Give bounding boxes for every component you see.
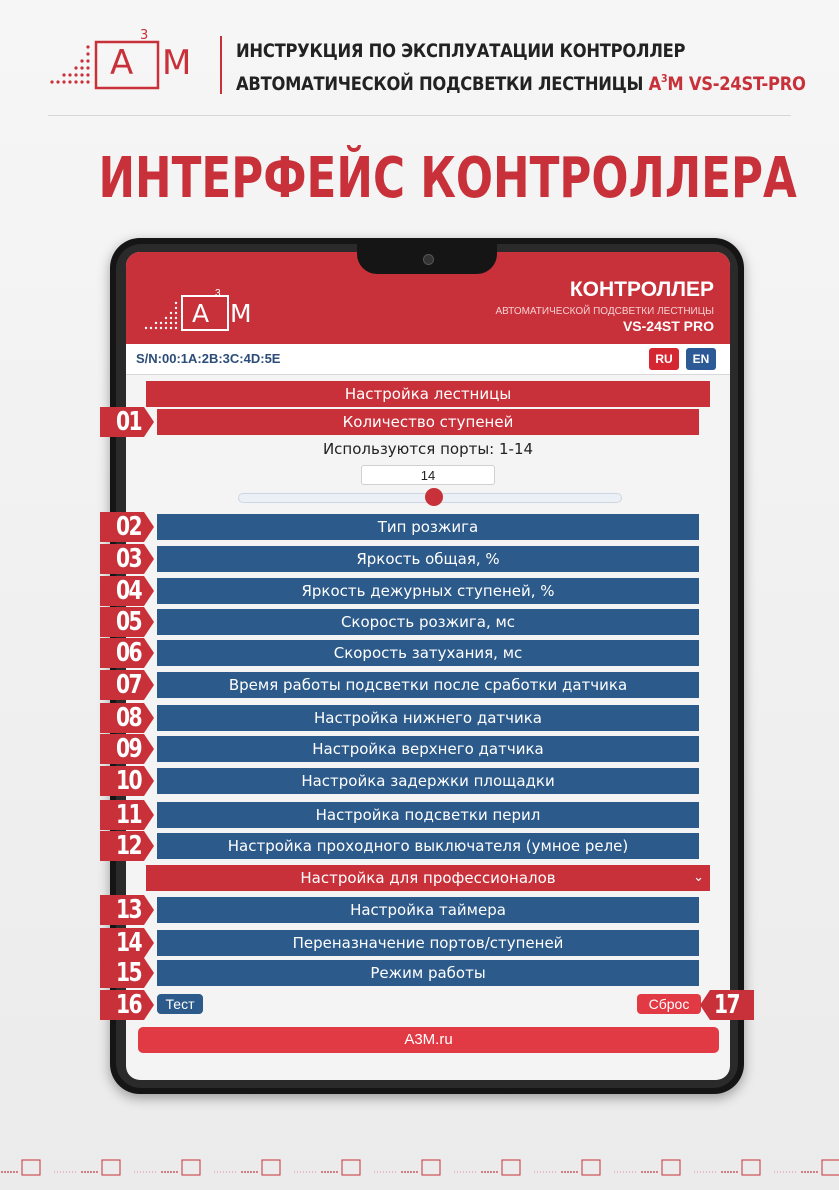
document-title: [236, 38, 806, 98]
screen-logo-sup: 3: [215, 288, 221, 299]
badge-05: [100, 607, 156, 637]
badge-06: [100, 638, 156, 668]
footer-logo-icon: [561, 1160, 636, 1175]
section-pro-header[interactable]: [146, 865, 710, 891]
menu-item-15[interactable]: Режим работы: [157, 960, 699, 986]
badge-04: [100, 576, 156, 606]
footer-logo-icon: [241, 1160, 316, 1175]
steps-count-input[interactable]: [361, 465, 495, 485]
badge-14: [100, 928, 156, 958]
footer-logo-icon: [721, 1160, 796, 1175]
menu-item-04[interactable]: Яркость дежурных ступеней, %: [157, 578, 699, 604]
badge-number: [116, 800, 148, 830]
badge-13: [100, 895, 156, 925]
badge-number: [116, 670, 148, 700]
badge-number: [116, 638, 148, 668]
camera-icon: [423, 254, 434, 265]
footer-logo-icon: [641, 1160, 716, 1175]
badge-03: [100, 544, 156, 574]
badge-number: [714, 990, 746, 1020]
footer-logo-icon: [401, 1160, 476, 1175]
menu-item-07[interactable]: Время работы подсветки после сработки датчика: [157, 672, 699, 698]
document-title-line1: ИНСТРУКЦИЯ ПО ЭКСПЛУАТАЦИИ КОНТРОЛЛЕР: [236, 40, 686, 62]
screen-model: VS-24ST PRO: [622, 318, 714, 334]
title-brand: [649, 73, 806, 95]
document-title-line2: [236, 65, 806, 98]
steps-slider-thumb[interactable]: [425, 488, 443, 506]
header-rule: [48, 115, 791, 116]
menu-item-08[interactable]: Настройка нижнего датчика: [157, 705, 699, 731]
badge-number: [116, 895, 148, 925]
badge-number-text: 05: [116, 607, 142, 637]
serial-number: S/N:00:1A:2B:3C:4D:5E: [136, 351, 281, 366]
badge-number: [116, 958, 148, 988]
menu-item-03[interactable]: Яркость общая, %: [157, 546, 699, 572]
badge-number-text: 12: [116, 831, 142, 861]
lang-en-button[interactable]: EN: [686, 348, 716, 370]
lang-ru-button[interactable]: RU: [649, 348, 679, 370]
title-brand-a: A: [648, 73, 662, 95]
reset-button[interactable]: Сброс: [637, 994, 701, 1014]
screen-logo-a: A: [192, 299, 210, 328]
menu-item-14[interactable]: Переназначение портов/ступеней: [157, 930, 699, 956]
site-link-button[interactable]: A3M.ru: [138, 1027, 719, 1053]
serial-bar: [126, 344, 730, 375]
menu-item-10[interactable]: Настройка задержки площадки: [157, 768, 699, 794]
menu-item-05[interactable]: Скорость розжига, мс: [157, 609, 699, 635]
badge-number: [116, 576, 148, 606]
badge-number-text: 03: [116, 544, 142, 574]
section-pro-label: Настройка для профессионалов: [300, 869, 556, 887]
header-divider: [220, 36, 222, 94]
page-title: [0, 146, 839, 211]
badge-number-text: 06: [116, 638, 142, 668]
badge-number: [116, 407, 148, 437]
badge-16: [100, 990, 156, 1020]
menu-item-09[interactable]: Настройка верхнего датчика: [157, 736, 699, 762]
footer-logo-icon: [1, 1160, 76, 1175]
badge-number-text: 07: [116, 670, 142, 700]
badge-number: [116, 766, 148, 796]
footer-logo-strip: [0, 1154, 839, 1178]
badge-number: [116, 734, 148, 764]
badge-number: [116, 990, 148, 1020]
badge-01: [100, 407, 156, 437]
badge-17: [700, 990, 754, 1020]
badge-number: [116, 928, 148, 958]
badge-number-text: 11: [116, 800, 142, 830]
badge-11: [100, 800, 156, 830]
badge-number-text: 10: [116, 766, 142, 796]
chevron-down-icon: ⌄: [693, 870, 704, 885]
badge-number: [116, 512, 148, 542]
badge-number-text: 01: [116, 407, 142, 437]
footer-logo-icon: [481, 1160, 556, 1175]
badge-12: [100, 831, 156, 861]
logo-letter-m: M: [162, 43, 192, 83]
screen-logo-m: M: [230, 299, 252, 328]
menu-item-01[interactable]: Количество ступеней: [157, 409, 699, 435]
badge-number-text: 02: [116, 512, 142, 542]
badge-number-text: 14: [116, 928, 142, 958]
badge-number-text: 17: [714, 990, 740, 1020]
footer-logo-icon: [321, 1160, 396, 1175]
logo-superscript: 3: [140, 28, 149, 43]
badge-number-text: 15: [116, 958, 142, 988]
footer-logo-icon: [81, 1160, 156, 1175]
badge-number-text: 08: [116, 703, 142, 733]
badge-number-text: 13: [116, 895, 142, 925]
ports-used-text: Используются порты: 1-14: [322, 440, 534, 458]
footer-logo-icon: [801, 1160, 839, 1175]
menu-item-11[interactable]: Настройка подсветки перил: [157, 802, 699, 828]
badge-15: [100, 958, 156, 988]
screen-subtitle: АВТОМАТИЧЕСКОЙ ПОДСВЕТКИ ЛЕСТНИЦЫ: [495, 306, 714, 317]
footer-logo-icon: [161, 1160, 236, 1175]
badge-number: [116, 831, 148, 861]
test-button[interactable]: Тест: [157, 994, 203, 1014]
logo-letter-a: A: [110, 43, 134, 83]
badge-02: [100, 512, 156, 542]
badge-07: [100, 670, 156, 700]
badge-09: [100, 734, 156, 764]
badge-08: [100, 703, 156, 733]
badge-number-text: 16: [116, 990, 142, 1020]
page-title-text: ИНТЕРФЕЙС КОНТРОЛЛЕРА: [98, 146, 797, 211]
badge-number: [116, 544, 148, 574]
menu-item-02[interactable]: Тип розжига: [157, 514, 699, 540]
menu-item-12[interactable]: Настройка проходного выключателя (умное реле): [157, 833, 699, 859]
menu-item-13[interactable]: Настройка таймера: [157, 897, 699, 923]
section-stairs-header[interactable]: Настройка лестницы: [146, 381, 710, 407]
menu-item-06[interactable]: Скорость затухания, мс: [157, 640, 699, 666]
badge-number-text: 04: [116, 576, 142, 606]
title-line2-text: АВТОМАТИЧЕСКОЙ ПОДСВЕТКИ ЛЕСТНИЦЫ: [236, 73, 649, 95]
badge-10: [100, 766, 156, 796]
screen-title: КОНТРОЛЛЕР: [569, 278, 714, 301]
title-brand-sup: 3: [661, 72, 668, 85]
badge-number: [116, 607, 148, 637]
badge-number-text: 09: [116, 734, 142, 764]
badge-number: [116, 703, 148, 733]
title-brand-model: M VS-24ST-PRO: [667, 73, 806, 95]
